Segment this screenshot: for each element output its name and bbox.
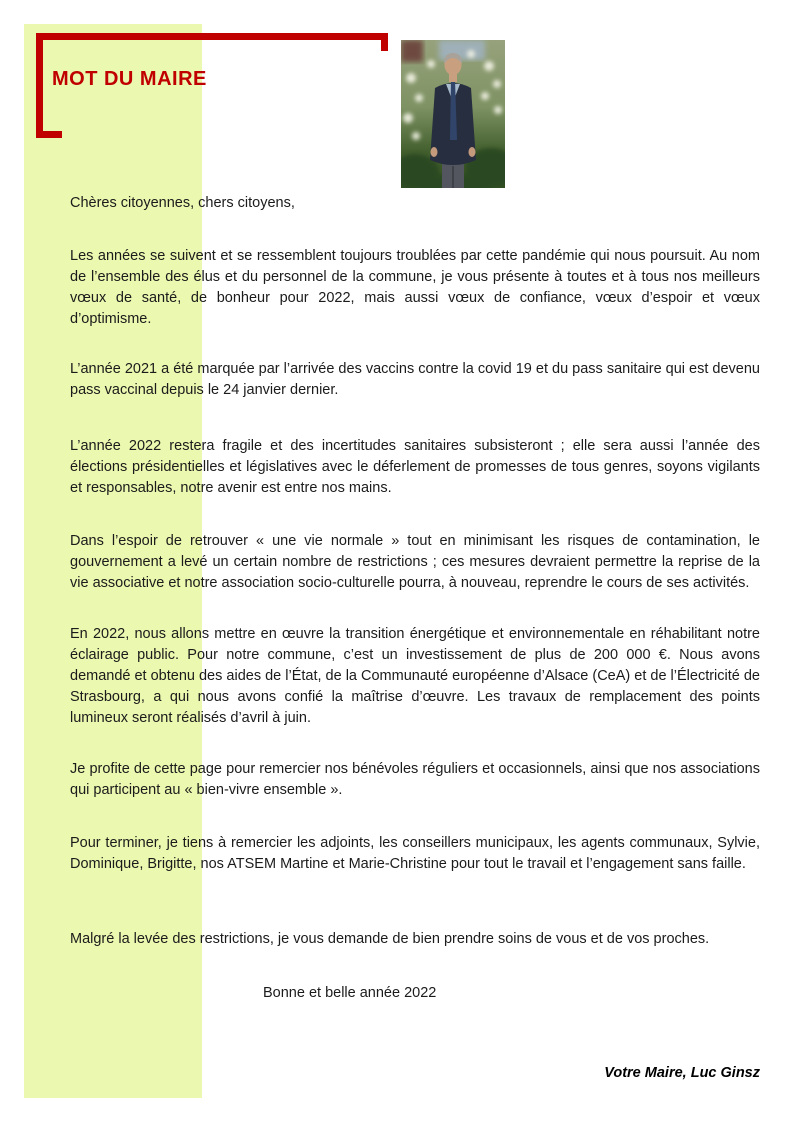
title-frame-bottom-tick (36, 131, 62, 138)
title-frame-right-tick (381, 33, 388, 51)
paragraph-elections-2022: L’année 2022 restera fragile et des incertitudes sanitaires subsisteront ; elle sera aussi l’année des élections présidentielles et législatives avec le déferlement de promesses de tous genres, soyons vigilants et responsables, notre avenir est entre nos mains. (70, 437, 760, 496)
paragraph-restrictions-lifted: Dans l’espoir de retrouver « une vie normale » tout en minimisant les risques de contamination, le gouvernement a levé un certain nombre de restrictions ; ces mesures devraient permettre la reprise de la vie associative et notre association socio-culturelle pourra, à nouveau, reprendre le cours de ses activités. (70, 532, 760, 591)
page-title: MOT DU MAIRE (52, 68, 207, 91)
paragraph-thanks-volunteers: Je profite de cette page pour remercier nos bénévoles réguliers et occasionnels, ainsi que nos associations qui participent au « bien-vivre ensemble ». (70, 760, 760, 798)
paragraph-thanks-staff: Pour terminer, je tiens à remercier les adjoints, les conseillers municipaux, les agents communaux, Sylvie, Dominique, Brigitte, nos ATSEM Martine et Marie-Christine pour tout le travail et l’engagement sans faille. (70, 834, 760, 872)
greeting-text: Chères citoyennes, chers citoyens, (70, 194, 295, 211)
paragraph-new-year-wishes: Les années se suivent et se ressemblent toujours troublées par cette pandémie qui nous poursuit. Au nom de l’ensemble des élus et du personnel de la commune, je vous présente à toutes et à tous nos meilleurs vœux de santé, de bonheur pour 2022, mais aussi vœux de confiance, vœux d’espoir et vœux d’optimisme. (70, 247, 760, 327)
mayor-photo (401, 40, 505, 188)
closing-text: Bonne et belle année 2022 (263, 984, 437, 1001)
paragraph-take-care: Malgré la levée des restrictions, je vous demande de bien prendre soins de vous et de vos proches. (70, 930, 710, 947)
title-frame-top-line (36, 33, 388, 40)
title-frame-left-bar (36, 33, 43, 138)
paragraph-energy-transition: En 2022, nous allons mettre en œuvre la transition énergétique et environnementale en réhabilitant notre éclairage public. Pour notre commune, c’est un investissement de plus de 200 000 €. Nous avons demandé et obtenu des aides de l’État, de la Communauté européenne d’Alsace (CeA) et de l’Électricité de Strasbourg, a qui nous avons confié la maîtrise d’œuvre. Les travaux de remplacement des points lumineux seront réalisés d’avril à juin. (70, 625, 760, 726)
signature-text: Votre Maire, Luc Ginsz (604, 1064, 760, 1081)
paragraph-vaccines-pass: L’année 2021 a été marquée par l’arrivée des vaccins contre la covid 19 et du pass sanitaire qui est devenu pass vaccinal depuis le 24 janvier dernier. (70, 360, 760, 398)
